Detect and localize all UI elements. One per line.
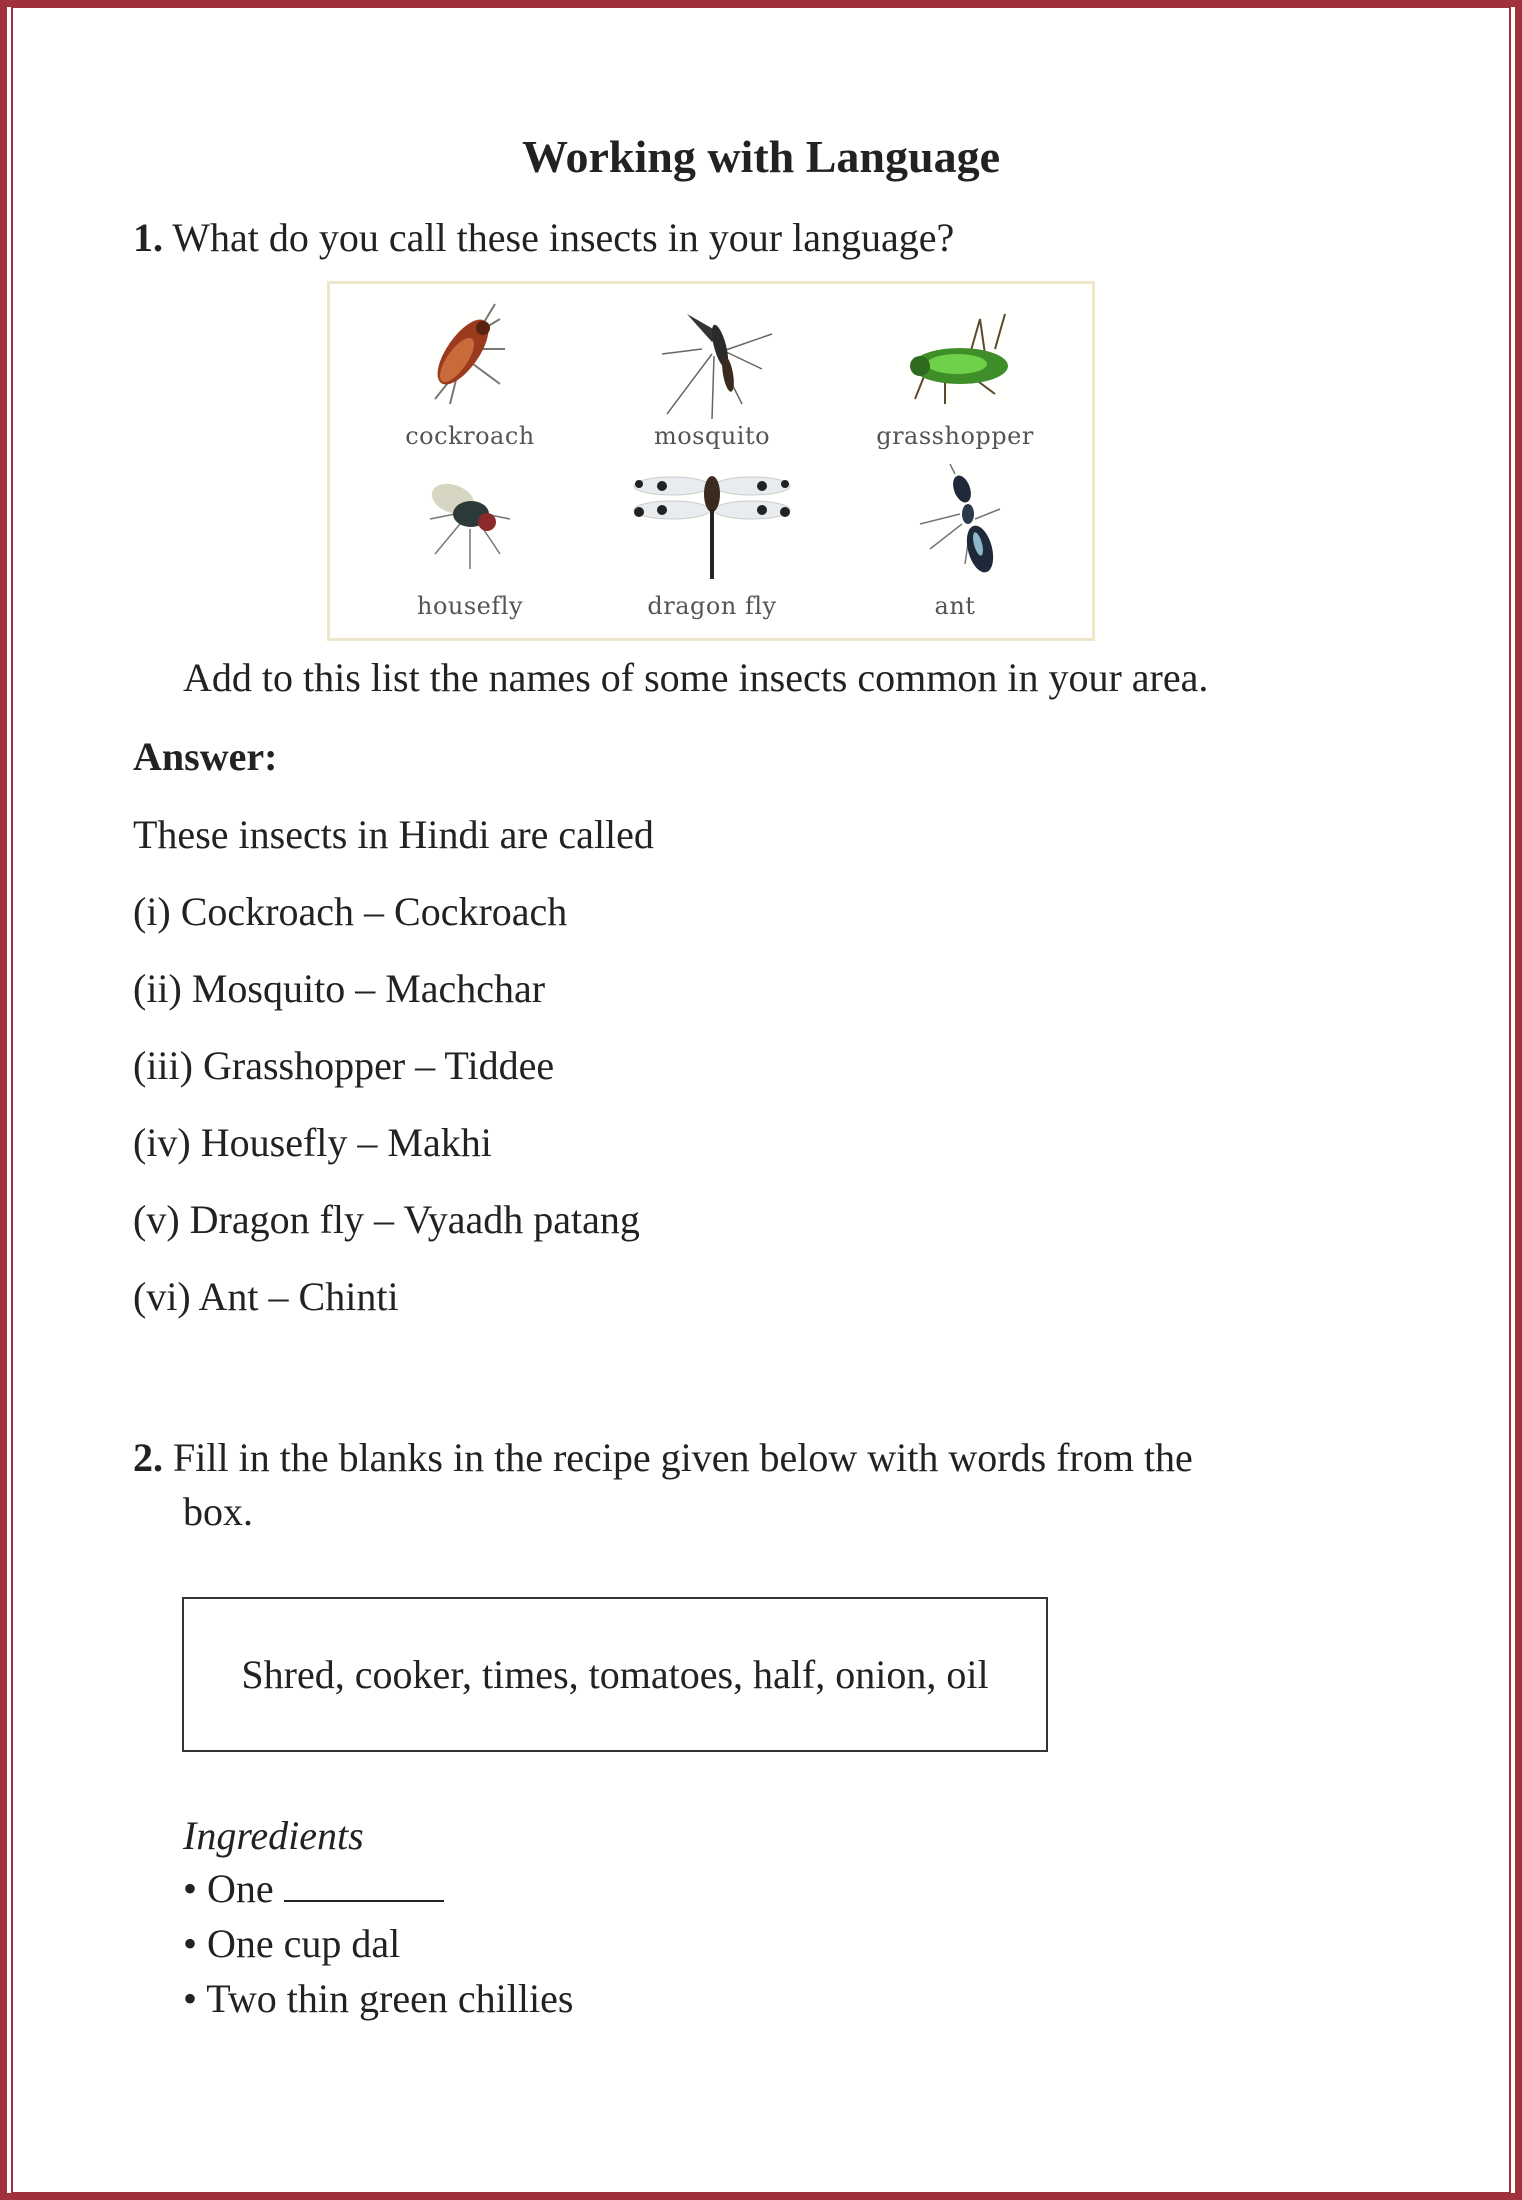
insect-cell-cockroach (360, 294, 580, 464)
answer-item: (v) Dragon fly – Vyaadh patang (133, 1197, 640, 1242)
page-title: Working with Language (522, 131, 1000, 182)
question-2 (133, 1430, 1193, 1486)
answer-item: (vi) Ant – Chinti (133, 1274, 399, 1319)
insect-cell-mosquito (602, 294, 822, 464)
mosquito-icon (642, 294, 782, 424)
ingredients-heading: Ingredients (183, 1813, 364, 1858)
grasshopper-icon (885, 294, 1025, 424)
question-number: 1. (133, 215, 163, 260)
answer-item: (iv) Housefly – Makhi (133, 1120, 492, 1165)
answer-item: (i) Cockroach – Cockroach (133, 889, 568, 934)
question-2-continued: box. (183, 1489, 253, 1534)
insect-label: cockroach (405, 422, 535, 450)
ant-icon (890, 464, 1020, 584)
dragonfly-icon (627, 464, 797, 584)
insect-label: housefly (417, 592, 523, 620)
cockroach-icon (405, 294, 535, 424)
insect-cell-ant (845, 464, 1065, 634)
question-text: Fill in the blanks in the recipe given below with words from the (173, 1435, 1193, 1480)
insect-cell-housefly (360, 464, 580, 634)
question-1 (133, 210, 954, 266)
word-box-text: Shred, cooker, times, tomatoes, half, onion, oil (241, 1652, 989, 1697)
word-box (182, 1597, 1048, 1752)
ingredient-item: • Two thin green chillies (183, 1976, 574, 2021)
insect-label: grasshopper (876, 422, 1034, 450)
insect-cell-grasshopper (845, 294, 1065, 464)
insect-cell-dragonfly (602, 464, 822, 634)
ingredient-item (183, 1863, 444, 1915)
answer-label: Answer: (133, 734, 278, 779)
insect-label: ant (934, 592, 976, 620)
ingredient-text: • One (183, 1866, 274, 1911)
question-text: What do you call these insects in your language? (172, 215, 955, 260)
insect-image-box (327, 281, 1095, 641)
answer-item: (iii) Grasshopper – Tiddee (133, 1043, 555, 1088)
answer-item: (ii) Mosquito – Machchar (133, 966, 546, 1011)
insect-label: dragon fly (647, 592, 777, 620)
instruction-text: Add to this list the names of some insects common in your area. (183, 655, 1209, 700)
housefly-icon (405, 464, 535, 584)
question-number: 2. (133, 1435, 163, 1480)
insect-label: mosquito (653, 422, 771, 450)
answer-intro: These insects in Hindi are called (133, 812, 654, 857)
ingredient-item: • One cup dal (183, 1921, 401, 1966)
fill-blank[interactable] (284, 1864, 444, 1902)
